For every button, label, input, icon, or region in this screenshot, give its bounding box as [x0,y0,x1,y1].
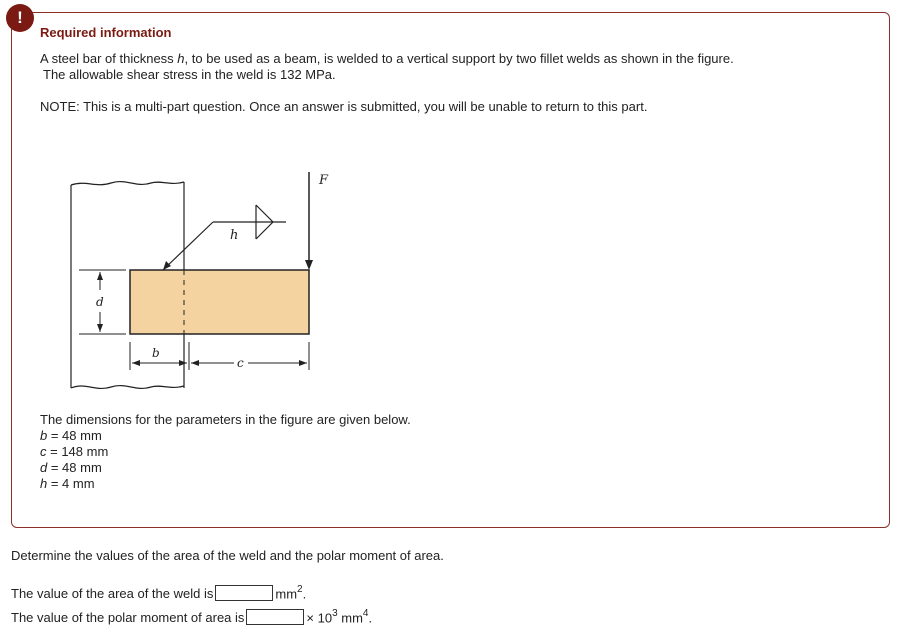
dim-var: d [40,460,48,475]
area-unit: $mm^2$. [275,584,307,602]
dim-item [40,444,411,460]
dim-item [40,460,411,476]
weld-leader [163,222,213,270]
steel-bar [130,270,309,334]
info-title: Required information [40,25,172,40]
d-arrow-top [97,272,103,280]
polar-unit: × $10^3$ $mm^4$. [306,608,373,626]
label-h: h [230,228,239,243]
weld-leader-arrowhead [163,261,171,270]
dim-value: = 4 mm [47,476,95,491]
area-input[interactable] [215,585,273,601]
label-c: c [237,356,244,370]
area-label: The value of the area of the weld is [11,585,214,601]
dim-item [40,428,411,444]
statement-text-a: A steel bar of thickness [40,51,178,66]
dim-var: c [40,444,47,459]
dim-value: = 48 mm [47,460,102,475]
problem-statement [40,51,860,83]
dimensions-block [40,412,411,492]
d-arrow-bottom [97,324,103,332]
area-answer-row [11,585,306,601]
dim-var: h [40,476,48,491]
alert-icon: ! [6,4,34,32]
support-bottom [71,386,184,389]
c-arrow-right [299,360,307,366]
polar-label: The value of the polar moment of area is [11,609,245,625]
note-text: NOTE: This is a multi-part question. Once an answer is submitted, you will be unable to return to this part. [40,99,648,114]
statement-text-c: The allowable shear stress in the weld is 132 MPa. [43,67,336,82]
label-b: b [152,346,160,360]
c-arrow-left [191,360,199,366]
statement-text-b: , to be used as a beam, is welded to a vertical support by two fillet welds as shown in the figure. [184,51,734,66]
b-arrow-right [179,360,187,366]
statement-var-h: h [177,51,185,66]
question-text: Determine the values of the area of the weld and the polar moment of area. [11,548,444,563]
polar-answer-row [11,609,372,625]
dim-item [40,476,411,492]
polar-moment-input[interactable] [246,609,304,625]
dim-value: = 148 mm [46,444,109,459]
dim-var: b [40,428,48,443]
weld-figure [56,160,356,400]
support-outline [71,182,184,185]
dimensions-intro: The dimensions for the parameters in the figure are given below. [40,412,411,427]
force-arrowhead [305,260,313,270]
label-d: d [96,295,104,309]
b-arrow-left [132,360,140,366]
dim-value: = 48 mm [47,428,102,443]
label-F: F [319,173,329,188]
